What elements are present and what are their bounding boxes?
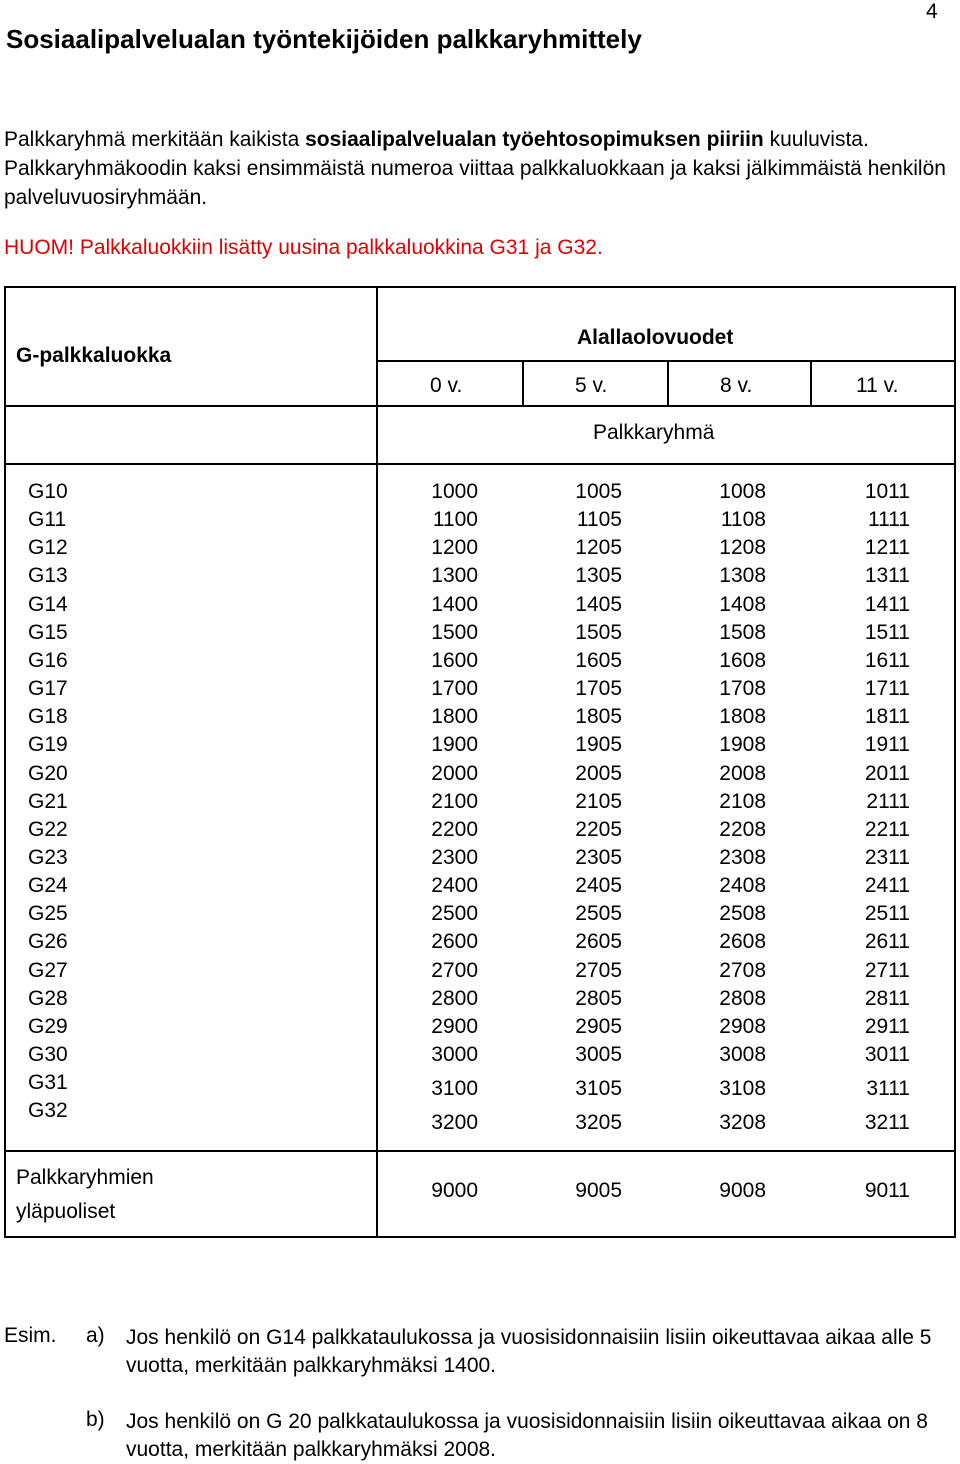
- grade-label: G21: [28, 789, 68, 813]
- salary-group-cell: 2200: [431, 817, 478, 841]
- salary-group-cell: 1308: [719, 564, 766, 588]
- salary-group-cell: 2411: [864, 874, 910, 898]
- grade-label: G28: [28, 986, 68, 1010]
- grade-label: G26: [28, 930, 68, 954]
- table-column-divider: [376, 286, 378, 1238]
- table-header-bottom: [4, 405, 956, 407]
- salary-group-cell: 2705: [575, 958, 622, 982]
- salary-group-cell: 2205: [575, 817, 622, 841]
- footer-value-5: 9005: [575, 1179, 622, 1202]
- year-header-11: 11 v.: [856, 374, 899, 397]
- salary-group-cell: 2811: [864, 986, 910, 1010]
- salary-group-cell: 2105: [575, 789, 622, 813]
- grade-label: G16: [28, 648, 68, 672]
- subheader-salary-group: Palkkaryhmä: [593, 421, 715, 444]
- salary-group-cell: 2805: [575, 986, 622, 1010]
- year-divider-2: [667, 360, 669, 405]
- intro-text-start: Palkkaryhmä merkitään kaikista: [4, 128, 306, 151]
- salary-group-cell: 1200: [431, 536, 478, 560]
- year-header-0: 0 v.: [430, 374, 463, 397]
- salary-group-cell: 2111: [866, 789, 910, 813]
- intro-text-bold: sosiaalipalvelualan työehtosopimuksen piiriin: [305, 128, 764, 151]
- salary-group-cell: 1105: [576, 508, 622, 532]
- table-header-divider: [376, 360, 956, 362]
- salary-group-cell: 3208: [719, 1111, 766, 1134]
- examples-label: Esim.: [4, 1324, 57, 1347]
- salary-group-cell: 2605: [575, 930, 622, 954]
- salary-group-cell: 2608: [719, 930, 766, 954]
- salary-group-cell: 2011: [864, 761, 910, 785]
- salary-group-cell: 2008: [719, 761, 766, 785]
- salary-group-cell: 1700: [431, 677, 478, 701]
- table-border-bottom: [4, 1236, 956, 1238]
- footer-label-line1: Palkkaryhmien: [16, 1166, 154, 1189]
- salary-group-cell: 2711: [864, 958, 910, 982]
- salary-group-cell: 1500: [431, 620, 478, 644]
- salary-group-cell: 1005: [575, 480, 622, 503]
- grade-label: G12: [28, 536, 68, 560]
- grade-label: G27: [28, 958, 68, 982]
- table-border-right: [954, 286, 956, 1238]
- year-divider-3: [810, 360, 812, 405]
- year-header-5: 5 v.: [575, 374, 608, 397]
- footer-value-8: 9008: [719, 1179, 766, 1202]
- grade-label: G11: [28, 508, 67, 532]
- salary-group-cell: 3105: [575, 1077, 622, 1100]
- salary-group-cell: 3000: [431, 1043, 478, 1066]
- intro-paragraph: [4, 125, 956, 212]
- salary-group-cell: 2408: [719, 874, 766, 898]
- page-title: Sosiaalipalvelualan työntekijöiden palkkaryhmittely: [6, 24, 642, 54]
- salary-group-cell: 2208: [719, 817, 766, 841]
- salary-group-cell: 2400: [431, 874, 478, 898]
- column-header-grade: G-palkkaluokka: [16, 344, 172, 367]
- salary-group-cell: 2905: [575, 1014, 622, 1038]
- salary-group-cell: 1611: [864, 648, 910, 672]
- salary-group-cell: 1705: [575, 677, 622, 701]
- salary-group-cell: 3108: [719, 1077, 766, 1100]
- salary-group-cell: 3008: [719, 1043, 766, 1066]
- salary-group-cell: 1605: [575, 648, 622, 672]
- salary-group-cell: 1711: [864, 677, 910, 701]
- salary-group-cell: 3100: [431, 1077, 478, 1100]
- salary-group-cell: 1600: [431, 648, 478, 672]
- salary-group-cell: 1508: [719, 620, 766, 644]
- salary-group-cell: 1900: [431, 733, 478, 757]
- salary-group-cell: 2300: [431, 845, 478, 869]
- salary-group-cell: 2611: [864, 930, 910, 954]
- salary-group-cell: 1100: [432, 508, 478, 532]
- salary-group-cell: 1205: [575, 536, 622, 560]
- salary-group-cell: 1405: [575, 592, 622, 616]
- grade-label: G32: [28, 1099, 68, 1122]
- salary-group-cell: 1411: [864, 592, 910, 616]
- salary-group-cell: 1111: [867, 508, 910, 532]
- grade-label: G10: [28, 480, 68, 503]
- footer-value-0: 9000: [431, 1179, 478, 1202]
- salary-group-cell: 2900: [431, 1014, 478, 1038]
- salary-group-cell: 1811: [864, 705, 910, 729]
- salary-group-cell: 2908: [719, 1014, 766, 1038]
- salary-group-cell: 2508: [719, 902, 766, 926]
- salary-group-cell: 1311: [864, 564, 910, 588]
- salary-group-cell: 2211: [864, 817, 910, 841]
- intro-text-end: kuuluvista. Palkkaryhmäkoodin kaksi ensimmäistä numeroa viittaa palkkaluokkaan ja kaksi jälkimmäistä henkilön palveluvuosiryhmään.: [4, 128, 946, 209]
- salary-group-cell: 1511: [864, 620, 910, 644]
- example-b-marker: b): [86, 1408, 105, 1431]
- grade-label: G13: [28, 564, 68, 588]
- notice-text: HUOM! Palkkaluokkiin lisätty uusina palkkaluokkina G31 ja G32.: [4, 236, 603, 259]
- salary-group-cell: 2708: [719, 958, 766, 982]
- salary-group-cell: 2505: [575, 902, 622, 926]
- salary-group-cell: 2800: [431, 986, 478, 1010]
- salary-group-cell: 1408: [719, 592, 766, 616]
- grade-label: G25: [28, 902, 68, 926]
- example-a-marker: a): [86, 1324, 105, 1347]
- salary-group-cell: 2808: [719, 986, 766, 1010]
- example-a-text: Jos henkilö on G14 palkkataulukossa ja vuosisidonnaisiin lisiin oikeuttavaa aikaa alle 5 vuotta, merkitään palkkaryhmäksi 1400.: [126, 1326, 932, 1377]
- salary-group-cell: 1300: [431, 564, 478, 588]
- salary-group-cell: 2700: [431, 958, 478, 982]
- salary-group-cell: 2600: [431, 930, 478, 954]
- salary-group-cell: 1808: [719, 705, 766, 729]
- salary-group-cell: 1400: [431, 592, 478, 616]
- grade-label: G23: [28, 845, 68, 869]
- grade-label: G15: [28, 620, 68, 644]
- page-number: 4: [926, 0, 938, 23]
- salary-group-cell: 1305: [575, 564, 622, 588]
- salary-group-cell: 2500: [431, 902, 478, 926]
- salary-group-cell: 1905: [575, 733, 622, 757]
- salary-group-cell: 1011: [864, 480, 910, 503]
- salary-group-cell: 2405: [575, 874, 622, 898]
- footer-label-line2: yläpuoliset: [16, 1200, 116, 1223]
- table-border-top: [4, 286, 956, 288]
- salary-group-cell: 3011: [864, 1043, 910, 1066]
- grade-label: G19: [28, 733, 68, 757]
- grade-label: G31: [28, 1071, 68, 1094]
- salary-group-cell: 2000: [431, 761, 478, 785]
- salary-group-cell: 1208: [719, 536, 766, 560]
- column-group-header-years: Alallaolovuodet: [577, 326, 734, 349]
- salary-group-cell: 2308: [719, 845, 766, 869]
- grade-label: G20: [28, 761, 68, 785]
- example-b-text: Jos henkilö on G 20 palkkataulukossa ja vuosisidonnaisiin lisiin oikeuttavaa aikaa on 8 vuotta, merkitään palkkaryhmäksi 2008.: [126, 1410, 928, 1461]
- salary-group-cell: 2911: [864, 1014, 910, 1038]
- salary-group-cell: 1800: [431, 705, 478, 729]
- salary-group-cell: 3200: [431, 1111, 478, 1134]
- salary-group-cell: 1211: [864, 536, 910, 560]
- grade-label: G30: [28, 1043, 68, 1066]
- grade-label: G22: [28, 817, 68, 841]
- salary-group-cell: 3211: [864, 1111, 910, 1134]
- salary-group-cell: 3205: [575, 1111, 622, 1134]
- salary-group-cell: 3111: [866, 1077, 910, 1100]
- grade-label: G24: [28, 874, 68, 898]
- salary-group-cell: 2511: [864, 902, 910, 926]
- salary-group-cell: 2311: [864, 845, 910, 869]
- salary-group-cell: 1805: [575, 705, 622, 729]
- footer-value-11: 9011: [864, 1179, 910, 1202]
- salary-group-cell: 1000: [431, 480, 478, 503]
- salary-group-cell: 2108: [719, 789, 766, 813]
- salary-group-cell: 2100: [431, 789, 478, 813]
- salary-group-cell: 3005: [575, 1043, 622, 1066]
- grade-label: G14: [28, 592, 68, 616]
- salary-group-cell: 2005: [575, 761, 622, 785]
- year-divider-1: [522, 360, 524, 405]
- salary-group-cell: 1505: [575, 620, 622, 644]
- grade-label: G29: [28, 1014, 68, 1038]
- salary-group-cell: 1911: [864, 733, 910, 757]
- salary-group-cell: 1008: [719, 480, 766, 503]
- salary-group-cell: 1108: [720, 508, 766, 532]
- salary-group-cell: 2305: [575, 845, 622, 869]
- salary-group-cell: 1908: [719, 733, 766, 757]
- table-border-left: [4, 286, 6, 1238]
- grade-label: G17: [28, 677, 68, 701]
- year-header-8: 8 v.: [720, 374, 753, 397]
- grade-label: G18: [28, 705, 68, 729]
- salary-group-cell: 1708: [719, 677, 766, 701]
- salary-group-cell: 1608: [719, 648, 766, 672]
- table-body-bottom: [4, 1150, 956, 1152]
- table-subheader-bottom: [4, 463, 956, 465]
